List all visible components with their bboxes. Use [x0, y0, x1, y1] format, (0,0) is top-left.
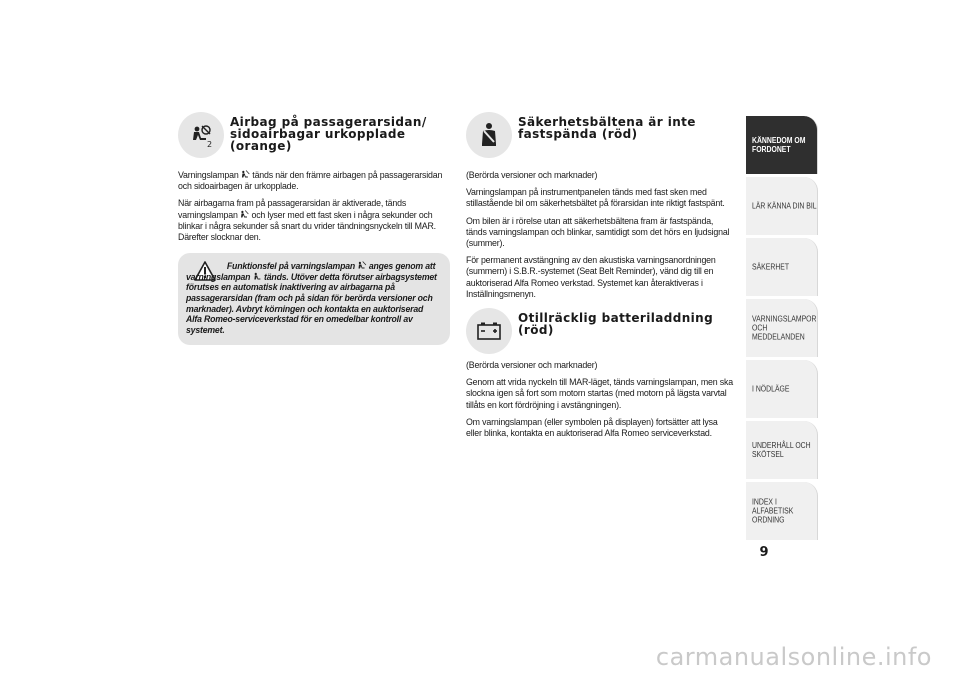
seatbelt-section-title: Säkerhetsbältena är inte fastspända (röd) [518, 115, 696, 141]
seatbelt-icon [466, 112, 512, 158]
seatbelt-paragraph: Om bilen är i rörelse utan att säkerhetsbältena fram är fastspända, tänds varningslampan och blinkar, samtidigt som det hörs en ljudsignal (summer). [466, 215, 730, 250]
tab-label: UNDERHÅLL OCH SKÖTSEL [752, 441, 811, 459]
airbag-section-title: Airbag på passagerarsidan/ sidoairbagar urkopplade (orange) [230, 115, 427, 153]
tab-i-nodlage[interactable] [746, 360, 818, 418]
tab-varningslampor[interactable] [746, 299, 818, 357]
battery-section-title: Otillräcklig batteriladdning (röd) [518, 311, 714, 338]
text-segment: Varningslampan [178, 170, 241, 181]
airbag-paragraph-2 [178, 198, 448, 243]
airbag-inline-icon [253, 272, 262, 281]
seatbelt-section-header [466, 112, 736, 170]
text-segment: anges genom att varningslampan [186, 260, 436, 282]
tab-lar-kanna-din-bil[interactable] [746, 177, 818, 235]
tab-label: INDEX I ALFABETISK ORDNING [752, 497, 794, 525]
text-segment: Funktionsfel på varningslampan [226, 260, 358, 272]
chapter-tabs [746, 116, 818, 543]
airbag-passenger-off-icon [178, 112, 224, 158]
seatbelt-paragraph: (Berörda versioner och marknader) [466, 170, 598, 181]
airbag-inline-icon [240, 210, 249, 219]
left-column [178, 112, 450, 345]
right-column [466, 112, 736, 445]
battery-paragraph: Om varningslampan (eller symbolen på displayen) fortsätter att lysa eller blinka, kontakta en auktoriserad Alfa Romeo serviceverkstad. [466, 416, 718, 440]
seatbelt-paragraph: Varningslampan på instrumentpanelen tänds med fast sken med stillastående bil om säkerhetsbältet på förarsidan inte riktigt fastspänt. [466, 187, 725, 210]
text-segment: När airbagarna fram på passagerarsidan är aktiverade, tänds varningslampan [178, 198, 407, 221]
tab-label: VARNINGSLAMPOR OCH MEDDELANDEN [752, 314, 817, 342]
battery-paragraph: Genom att vrida nyckeln till MAR-läget, tänds varningslampan, men ska slockna igen så fort som motorn startas (med motorn på lägsta varvtal tillåts en kort fördröjning i avstängningen). [466, 377, 733, 411]
tab-label: LÄR KÄNNA DIN BIL [752, 201, 817, 211]
airbag-paragraph-1 [178, 170, 448, 192]
tab-underhall[interactable] [746, 421, 818, 479]
tab-label: SÄKERHET [752, 262, 790, 272]
text-segment: tänds. Utöver detta förutser airbagsystemet förutses en automatisk inaktivering av airbagarna på passagerarsidan (fram och på sidan för berörda versioner och marknader). Avbryt körningen och kontakta en auktoriserad Alfa Romeo-serviceverkstad för en omedelbar kontroll av systemet. [186, 270, 437, 335]
warning-text [186, 261, 441, 335]
battery-paragraph: (Berörda versioner och marknader) [466, 360, 598, 372]
airbag-section-header [178, 112, 450, 170]
text-segment: och lyser med ett fast sken i några sekunder och blinkar i några sekunder så snart du vrider tändningsnyckeln till MAR. Därefter slocknar den. [178, 209, 436, 244]
page-number: 9 [759, 545, 769, 560]
tab-index[interactable] [746, 482, 818, 540]
tab-kannedom-om-fordonet[interactable] [746, 116, 818, 174]
battery-icon [466, 308, 512, 354]
tab-label: KÄNNEDOM OM FORDONET [752, 136, 806, 154]
warning-box [178, 253, 450, 345]
tab-label: I NÖDLÄGE [752, 384, 790, 394]
battery-section-header [466, 308, 736, 360]
seatbelt-paragraph: För permanent avstängning av den akustiska varningsanordningen (summern) i S.B.R.-systemet (Seat Belt Reminder), vänd dig till en auktoriserad Alfa Romeo verkstad. Systemet kan återaktiveras i Inställningsmenyn. [466, 255, 716, 300]
text-segment: tänds när den främre airbagen på passagerarsidan och sidoairbagen är urkopplade. [178, 170, 443, 193]
airbag-inline-icon [357, 261, 366, 270]
svg-text:2: 2 [207, 140, 213, 149]
airbag-inline-icon [241, 170, 250, 179]
tab-sakerhet[interactable] [746, 238, 818, 296]
watermark: carmanualsonline.info [655, 643, 932, 671]
